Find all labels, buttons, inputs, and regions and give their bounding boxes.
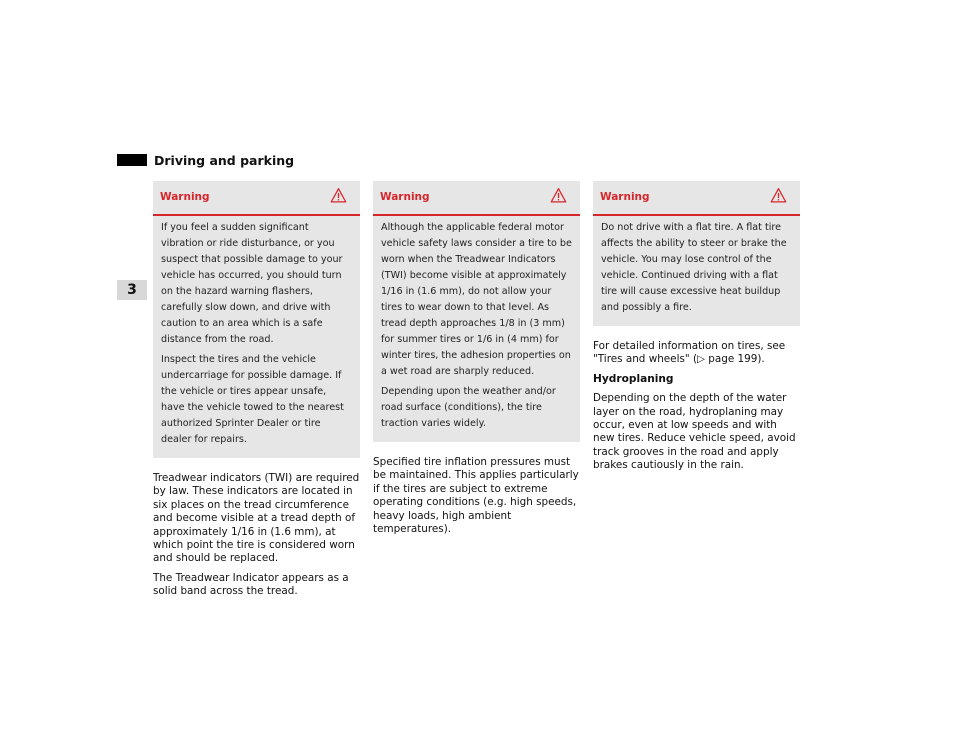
warning-header xyxy=(593,181,800,216)
warning-paragraph: If you feel a sudden significant vibration or ride disturbance, or you suspect that possible damage to your vehicle has occurred, you should turn on the hazard warning flashers, carefully slow down, and drive with caution to an area which is a safe distance from the road. xyxy=(161,222,343,345)
paragraph: For detailed information on tires, see "Tires and wheels" (▷ page 199). xyxy=(593,340,786,366)
paragraph: The Treadwear Indicator appears as a solid band across the tread. xyxy=(153,571,349,598)
warning-paragraph: Inspect the tires and the vehicle undercarriage for possible damage. If the vehicle or tires appear unsafe, have the vehicle towed to the nearest authorized Sprinter Dealer or tire dealer for repairs. xyxy=(161,354,344,445)
warning-triangle-icon xyxy=(770,187,787,204)
warning-body xyxy=(373,216,580,432)
warning-body xyxy=(153,216,360,448)
warning-box xyxy=(373,181,580,442)
chapter-header-tab xyxy=(117,154,147,166)
warning-title: Warning xyxy=(160,191,210,203)
warning-box xyxy=(153,181,360,458)
warning-paragraph: Depending upon the weather and/or road surface (conditions), the tire traction varies widely. xyxy=(381,386,556,429)
body-text xyxy=(373,456,580,536)
warning-triangle-icon xyxy=(330,187,347,204)
chapter-number: 3 xyxy=(117,280,147,300)
warning-header xyxy=(373,181,580,216)
column-1 xyxy=(153,181,360,605)
paragraph: Depending on the depth of the water layer on the road, hydroplaning may occur, even at low speeds and with new tires. Reduce vehicle speed, avoid track grooves in the road and apply brakes cautiously in the rain. xyxy=(593,392,796,472)
warning-body xyxy=(593,216,800,316)
paragraph: Specified tire inflation pressures must be maintained. This applies particularly if the tires are subject to extreme operating conditions (e.g. high speeds, heavy loads, high ambient temperatures). xyxy=(373,456,579,536)
warning-box xyxy=(593,181,800,326)
column-3 xyxy=(593,181,800,479)
warning-paragraph: Do not drive with a flat tire. A flat tire affects the ability to steer or brake the vehicle. You may lose control of the vehicle. Continued driving with a flat tire will cause excessive heat buildup and possibly a fire. xyxy=(601,222,787,313)
warning-title: Warning xyxy=(380,191,430,203)
warning-header xyxy=(153,181,360,216)
column-2 xyxy=(373,181,580,542)
chapter-title: Driving and parking xyxy=(154,153,295,168)
body-text xyxy=(153,472,360,599)
paragraph: Treadwear indicators (TWI) are required by law. These indicators are located in six places on the tread circumference and become visible at a tread depth of approximately 1/16 in (1.6 mm), at which point the tire is considered worn and should be replaced. xyxy=(153,472,360,565)
section-heading-hydroplaning: Hydroplaning xyxy=(593,372,674,385)
warning-title: Warning xyxy=(600,191,650,203)
warning-triangle-icon xyxy=(550,187,567,204)
body-text xyxy=(593,340,800,473)
warning-paragraph: Although the applicable federal motor vehicle safety laws consider a tire to be worn when the Treadwear Indicators (TWI) become visible at approximately 1/16 in (1.6 mm), do not allow your tires to wear down to that level. As tread depth approaches 1/8 in (3 mm) for summer tires or 1/6 in (4 mm) for winter tires, the adhesion properties on a wet road are sharply reduced. xyxy=(381,222,572,377)
